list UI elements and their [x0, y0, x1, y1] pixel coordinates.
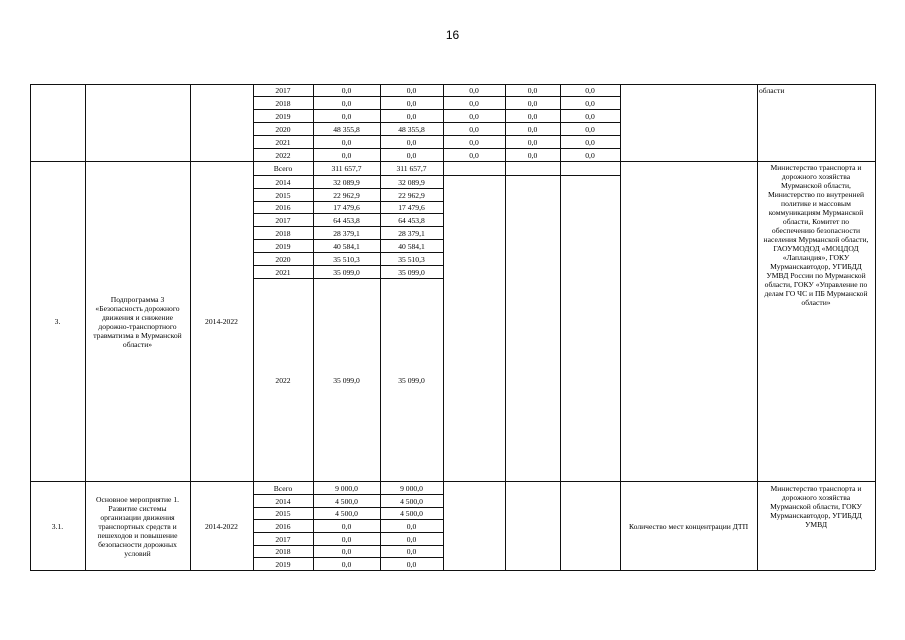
- year-cell: 2014: [275, 496, 291, 506]
- value-cell: 35 099,0: [333, 267, 360, 277]
- value-cell: 28 379,1: [398, 228, 425, 238]
- value-cell: 0,0: [585, 137, 595, 147]
- value-cell: 311 657,7: [396, 164, 427, 173]
- value-cell: 0,0: [585, 150, 595, 160]
- value-cell: 32 089,9: [398, 177, 425, 187]
- value-cell: 0,0: [469, 124, 479, 134]
- measure-name: Основное мероприятие 1. Развитие системы организации движения транспортных средств и пешеходов и повышение безопасности дорожных условий: [95, 494, 180, 558]
- value-cell: 64 453,8: [333, 215, 360, 225]
- value-cell: 0,0: [406, 150, 417, 160]
- year-cell: 2017: [275, 215, 291, 225]
- value-cell: 0,0: [341, 98, 352, 108]
- value-cell: 0,0: [406, 98, 417, 108]
- row-number: 3.1.: [51, 521, 64, 531]
- value-cell: 4 500,0: [400, 496, 423, 506]
- value-cell: 48 355,8: [333, 124, 360, 134]
- value-cell: 0,0: [469, 86, 479, 95]
- executor-cell: Министерство транспорта и дорожного хозяйства Мурманской области, Министерство по внутренней политике и массовым коммуникациям Мурманской области, Комитет по обеспечению безопасности населения Мурманской области, ГАОУМОДОД «МОЦДОД «Лапландия», ГОКУ Мурманскавтодор, УГИБДД УМВД России по Мурманской области, ГОКУ «Управление по делам ГО ЧС и ПБ Мурманской области»: [763, 163, 869, 307]
- value-cell: 9 000,0: [400, 483, 423, 493]
- year-cell: Всего: [273, 483, 293, 493]
- value-cell: 22 962,9: [333, 190, 360, 200]
- value-cell: 32 089,9: [333, 177, 360, 187]
- value-cell: 22 962,9: [398, 190, 425, 200]
- program-name: Подпрограмма 3 «Безопасность дорожного движения и снижение дорожно-транспортного травматизма в Мурманской области»: [93, 294, 182, 349]
- value-cell: 0,0: [341, 521, 352, 531]
- value-cell: 17 479,6: [398, 203, 425, 212]
- value-cell: 0,0: [341, 137, 352, 147]
- column-border: [85, 84, 86, 570]
- value-cell: 0,0: [585, 86, 595, 95]
- year-cell: 2022: [275, 375, 291, 385]
- year-cell: 2015: [275, 190, 291, 200]
- year-cell: 2018: [275, 98, 291, 108]
- value-cell: 0,0: [469, 98, 479, 108]
- value-cell: 0,0: [527, 124, 538, 134]
- year-cell: 2015: [275, 509, 291, 518]
- year-cell: 2021: [275, 137, 291, 147]
- value-cell: 0,0: [585, 98, 595, 108]
- column-border: [620, 84, 621, 570]
- value-cell: 0,0: [341, 534, 352, 544]
- program-period: 2014-2022: [205, 317, 238, 326]
- year-cell: 2016: [275, 521, 291, 531]
- year-cell: 2021: [275, 267, 291, 277]
- column-border: [875, 84, 876, 570]
- value-cell: 0,0: [527, 137, 538, 147]
- year-cell: 2020: [275, 254, 291, 264]
- year-cell: 2017: [275, 86, 291, 95]
- value-cell: 0,0: [469, 150, 479, 160]
- value-cell: 0,0: [406, 547, 417, 556]
- year-cell: 2014: [275, 177, 291, 187]
- value-cell: 0,0: [341, 559, 352, 569]
- page-number: 16: [445, 28, 460, 42]
- value-cell: 64 453,8: [398, 215, 425, 225]
- value-cell: 0,0: [341, 86, 352, 95]
- value-cell: 0,0: [341, 150, 352, 160]
- value-cell: 0,0: [406, 137, 417, 147]
- value-cell: 0,0: [406, 521, 417, 531]
- value-cell: 48 355,8: [398, 124, 425, 134]
- value-cell: 0,0: [406, 111, 417, 121]
- year-cell: 2017: [275, 534, 291, 544]
- value-cell: 0,0: [585, 124, 595, 134]
- value-cell: 0,0: [585, 111, 595, 121]
- indicator-cell: Количество мест концентрации ДТП: [628, 521, 749, 531]
- measure-period: 2014-2022: [205, 521, 238, 531]
- value-cell: 0,0: [527, 111, 538, 121]
- value-cell: 9 000,0: [335, 483, 358, 493]
- year-cell: 2019: [275, 559, 291, 569]
- value-cell: 17 479,6: [333, 203, 360, 212]
- year-cell: Всего: [273, 164, 293, 173]
- year-cell: 2020: [275, 124, 291, 134]
- value-cell: 0,0: [406, 534, 417, 544]
- row-border: [443, 175, 620, 176]
- year-cell: 2016: [275, 203, 291, 212]
- value-cell: 35 510,3: [398, 254, 425, 264]
- row-number: 3.: [54, 317, 61, 326]
- value-cell: 35 510,3: [333, 254, 360, 264]
- executor-cell: Министерство транспорта и дорожного хозяйства Мурманской области, ГОКУ Мурманскавтодор, УГИБДД УМВД: [770, 484, 862, 529]
- value-cell: 0,0: [527, 150, 538, 160]
- value-cell: 0,0: [527, 98, 538, 108]
- table-bottom-border: [30, 570, 875, 571]
- year-cell: 2018: [275, 547, 291, 556]
- value-cell: 40 584,1: [398, 241, 425, 251]
- value-cell: 0,0: [527, 86, 538, 95]
- year-cell: 2022: [275, 150, 291, 160]
- year-cell: 2019: [275, 241, 291, 251]
- value-cell: 28 379,1: [333, 228, 360, 238]
- value-cell: 4 500,0: [335, 509, 358, 518]
- value-cell: 40 584,1: [333, 241, 360, 251]
- value-cell: 0,0: [341, 111, 352, 121]
- column-border: [757, 84, 758, 570]
- value-cell: 0,0: [469, 137, 479, 147]
- value-cell: 0,0: [469, 111, 479, 121]
- value-cell: 311 657,7: [331, 164, 362, 173]
- value-cell: 4 500,0: [400, 509, 423, 518]
- value-cell: 0,0: [406, 559, 417, 569]
- year-cell: 2018: [275, 228, 291, 238]
- value-cell: 35 099,0: [333, 375, 360, 385]
- value-cell: 35 099,0: [398, 267, 425, 277]
- value-cell: 0,0: [406, 86, 417, 95]
- value-cell: 0,0: [341, 547, 352, 556]
- value-cell: 4 500,0: [335, 496, 358, 506]
- year-cell: 2019: [275, 111, 291, 121]
- value-cell: 35 099,0: [398, 375, 425, 385]
- executor-cell: области: [759, 86, 785, 95]
